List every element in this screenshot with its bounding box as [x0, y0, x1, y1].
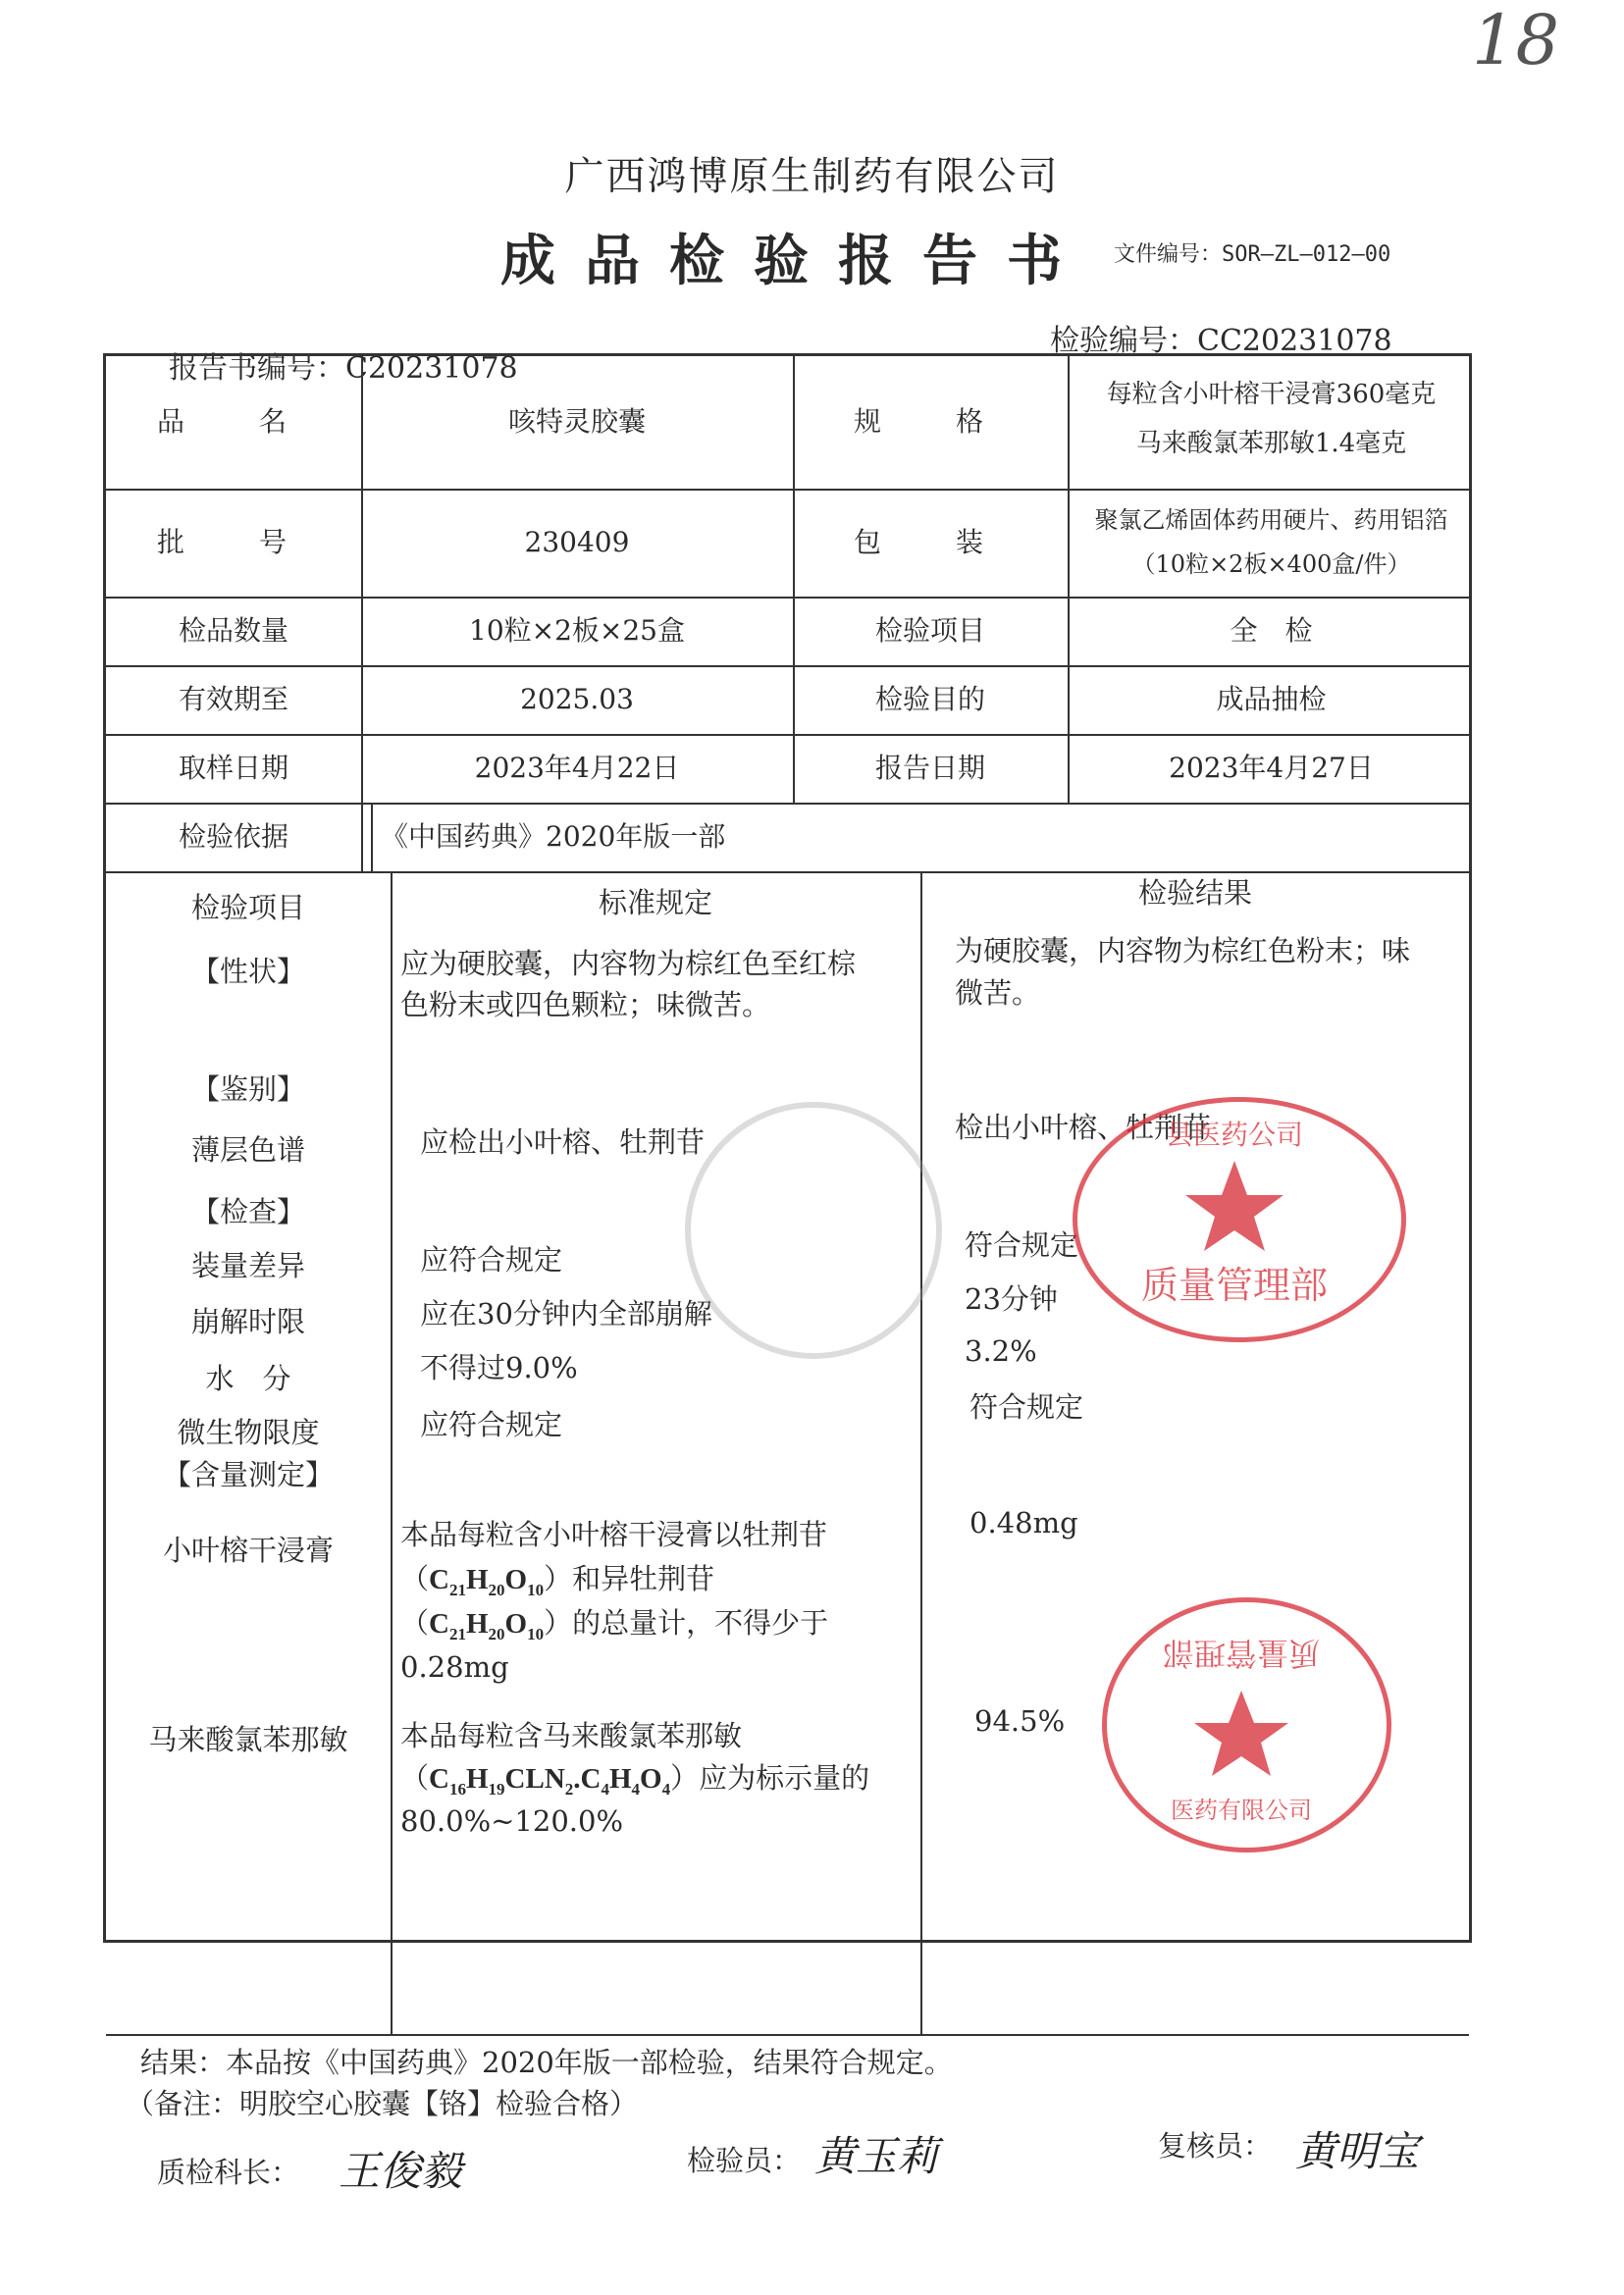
- label-chlorphenamine: 马来酸氯苯那敏: [148, 1723, 348, 1756]
- result-disintegration: 23分钟: [965, 1282, 1058, 1316]
- package-label: 包 装: [853, 525, 1007, 558]
- report-number: 报告书编号：C20231078: [169, 351, 518, 386]
- result-microbial: 符合规定: [969, 1390, 1084, 1424]
- batch-value: 230409: [524, 525, 630, 558]
- purpose-value: 成品抽检: [1216, 682, 1327, 715]
- label-microbial: 微生物限度: [177, 1416, 320, 1449]
- result-tlc: 检出小叶榕、牡荆苷: [955, 1111, 1212, 1144]
- report-table: [103, 353, 1472, 2120]
- section-check: 【检查】: [190, 1195, 305, 1228]
- result-appearance-line2: 微苦。: [955, 976, 1041, 1010]
- standard-ficus-line4: 0.28mg: [400, 1650, 509, 1684]
- sampling-date-label: 取样日期: [178, 751, 288, 784]
- section-assay: 【含量测定】: [162, 1458, 334, 1491]
- report-date-label: 报告日期: [874, 751, 985, 784]
- results-standard-header: 标准规定: [598, 886, 712, 919]
- conclusion-text: 结果：本品按《中国药典》2020年版一部检验，结果符合规定。: [140, 2046, 953, 2079]
- reviewer-signature: 黄明宝: [1295, 2127, 1420, 2175]
- standard-appearance-line2: 色粉末或四色颗粒；味微苦。: [400, 988, 771, 1021]
- inspector-signature: 黄玉莉: [814, 2132, 939, 2180]
- standard-chlor-line3: 80.0%~120.0%: [400, 1804, 624, 1838]
- standard-appearance-line1: 应为硬胶囊，内容物为棕红色至红棕: [400, 947, 857, 980]
- section-appearance: 【性状】: [190, 955, 305, 988]
- svg-text:质量管理部: 质量管理部: [1162, 1635, 1321, 1672]
- results-item-header: 检验项目: [190, 891, 305, 924]
- result-chlorphenamine: 94.5%: [974, 1704, 1066, 1738]
- result-appearance-line1: 为硬胶囊，内容物为棕红色粉末；味: [955, 934, 1411, 967]
- standard-chlor-line1: 本品每粒含马来酸氯苯那敏: [400, 1719, 743, 1752]
- svg-text:医药有限公司: 医药有限公司: [1171, 1797, 1312, 1824]
- package-value-line2: （10粒×2板×400盒/件）: [1131, 549, 1411, 578]
- label-disintegration: 崩解时限: [190, 1305, 305, 1338]
- label-water: 水 分: [205, 1362, 291, 1395]
- quantity-label: 检品数量: [178, 613, 288, 647]
- label-ficus-extract: 小叶榕干浸膏: [162, 1534, 334, 1567]
- file-number: 文件编号：SOR—ZL—012—00: [1114, 242, 1391, 267]
- label-fill-variation: 装量差异: [190, 1249, 305, 1282]
- standard-disintegration: 应在30分钟内全部崩解: [420, 1297, 712, 1330]
- test-number: 检验编号：CC20231078: [1050, 324, 1392, 358]
- spec-value-line1: 每粒含小叶榕干浸膏360毫克: [1106, 380, 1437, 410]
- section-identification: 【鉴别】: [190, 1072, 305, 1106]
- handwritten-page-number: 18: [1472, 0, 1560, 80]
- standard-fill-variation: 应符合规定: [420, 1243, 563, 1277]
- remark-text: （备注：明胶空心胶囊【铬】检验合格）: [126, 2087, 639, 2120]
- quality-dept-stamp: [1073, 1097, 1406, 1342]
- spec-label: 规 格: [853, 405, 1007, 439]
- svg-text:质量管理部: 质量管理部: [1140, 1264, 1329, 1307]
- company-stamp: [1102, 1597, 1391, 1852]
- standard-microbial: 应符合规定: [420, 1408, 563, 1441]
- standard-ficus-line2: $(C_{21}H_{20}O_{10})$和异牡荆苷: [400, 1562, 715, 1599]
- standard-water: 不得过9.0%: [420, 1351, 578, 1384]
- reviewer-label: 复核员：: [1158, 2129, 1273, 2163]
- qc-head-signature: 王俊毅: [339, 2147, 463, 2195]
- quantity-value: 10粒×2板×25盒: [469, 613, 685, 647]
- basis-value: 《中国药典》2020年版一部: [381, 819, 726, 853]
- package-value-line1: 聚氯乙烯固体药用硬片、药用铝箔: [1094, 505, 1448, 534]
- faded-seal: [685, 1102, 942, 1359]
- expiry-label: 有效期至: [178, 682, 288, 715]
- result-water: 3.2%: [965, 1334, 1037, 1368]
- qc-head-label: 质检科长：: [157, 2156, 300, 2189]
- inspector-label: 检验员：: [687, 2144, 802, 2177]
- spec-value-line2: 马来酸氯苯那敏1.4毫克: [1135, 429, 1407, 459]
- test-item-value: 全 检: [1230, 613, 1313, 647]
- expiry-value: 2025.03: [520, 682, 634, 715]
- batch-label: 批 号: [156, 525, 310, 558]
- standard-ficus-line3: $(C_{21}H_{20}O_{10})$的总量计，不得少于: [400, 1606, 829, 1643]
- standard-chlor-line2: $(C_{16}H_{19}CLN_2.C_4H_4O_4)$应为标示量的: [400, 1761, 870, 1799]
- standard-ficus-line1: 本品每粒含小叶榕干浸膏以牡荆苷: [400, 1518, 828, 1551]
- result-fill-variation: 符合规定: [965, 1228, 1079, 1262]
- sampling-date-value: 2023年4月22日: [474, 751, 680, 784]
- label-tlc: 薄层色谱: [190, 1133, 305, 1167]
- standard-tlc: 应检出小叶榕、牡荆苷: [420, 1125, 706, 1159]
- test-item-label: 检验项目: [874, 613, 985, 647]
- company-name: 广西鸿博原生制药有限公司: [564, 154, 1060, 199]
- name-value: 咳特灵胶囊: [507, 405, 646, 439]
- results-result-header: 检验结果: [1137, 876, 1252, 910]
- name-label: 品 名: [156, 405, 310, 439]
- result-ficus: 0.48mg: [969, 1506, 1078, 1539]
- basis-label: 检验依据: [178, 819, 288, 853]
- purpose-label: 检验目的: [874, 682, 985, 715]
- report-title: 成品检验报告书: [500, 229, 1091, 293]
- report-date-value: 2023年4月27日: [1169, 751, 1374, 784]
- svg-text:县医药公司: 县医药公司: [1165, 1119, 1304, 1151]
